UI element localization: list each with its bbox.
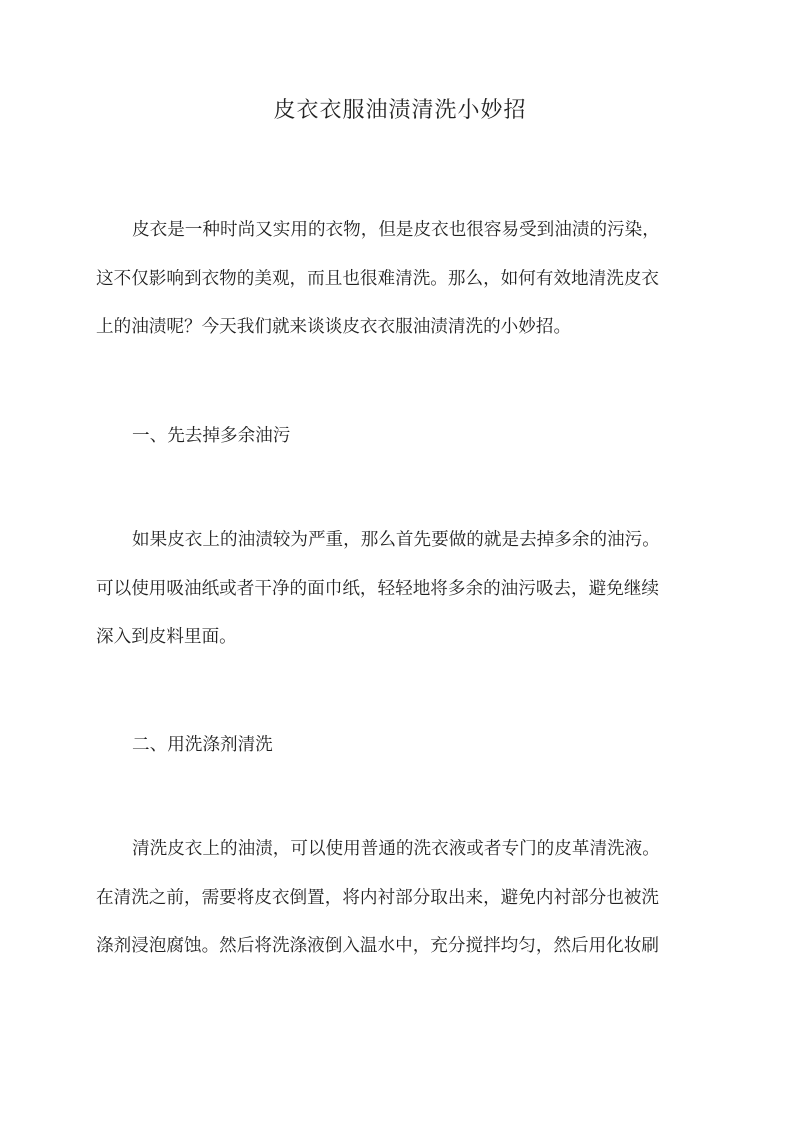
section2-heading: 二、用洗涤剂清洗 <box>132 735 273 755</box>
section1-heading: 一、先去掉多余油污 <box>132 426 291 446</box>
intro-line-3: 上的油渍呢？今天我们就来谈谈皮衣衣服油渍清洗的小妙招。 <box>96 317 572 337</box>
section1-line-3: 深入到皮料里面。 <box>96 627 237 647</box>
intro-line-1: 皮衣是一种时尚又实用的衣物，但是皮衣也很容易受到油渍的污染， <box>132 220 660 240</box>
document-title: 皮衣衣服油渍清洗小妙招 <box>273 98 527 123</box>
section1-paragraph <box>96 516 708 662</box>
section2-line-3: 涤剂浸泡腐蚀。然后将洗涤液倒入温水中，充分搅拌均匀，然后用化妆刷 <box>96 936 660 956</box>
section1-line-2: 可以使用吸油纸或者干净的面巾纸，轻轻地将多余的油污吸去，避免继续 <box>96 578 660 599</box>
section1-line-1: 如果皮衣上的油渍较为严重，那么首先要做的就是去掉多余的油污。 <box>132 530 660 550</box>
intro-paragraph <box>96 206 708 352</box>
section2-line-2: 在清洗之前，需要将皮衣倒置，将内衬部分取出来，避免内衬部分也被洗 <box>96 887 660 908</box>
section2-line-1: 清洗皮衣上的油渍，可以使用普通的洗衣液或者专门的皮革清洗液。 <box>132 839 660 859</box>
intro-line-2: 这不仅影响到衣物的美观，而且也很难清洗。那么，如何有效地清洗皮衣 <box>96 268 660 289</box>
section2-paragraph <box>96 825 708 971</box>
